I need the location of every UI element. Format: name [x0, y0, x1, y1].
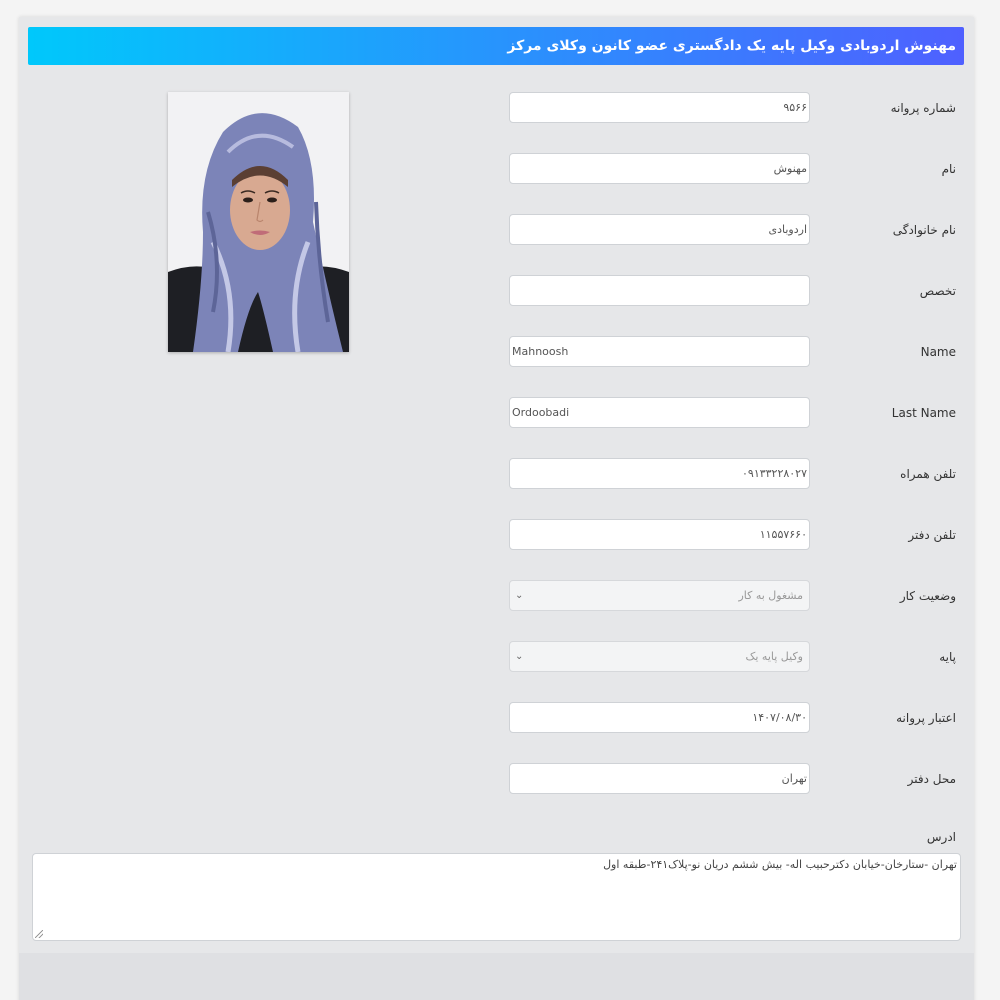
- last-name-en-field[interactable]: [509, 397, 810, 428]
- office-phone-field[interactable]: [509, 519, 810, 550]
- lawyer-profile-card: [19, 17, 974, 1000]
- row-specialty: [19, 275, 974, 307]
- row-first-name: [19, 153, 974, 185]
- address-text: تهران -ستارخان-خیابان دکترحبیب اله- بیش ششم دریان نو-پلاک۲۴۱-طبقه اول: [603, 858, 957, 871]
- last-name-en-label: Last Name: [891, 406, 956, 420]
- last-name-field[interactable]: [509, 214, 810, 245]
- row-office-phone: [19, 519, 974, 551]
- footer-strip: [19, 953, 974, 1000]
- license-validity-label: اعتبار پروانه: [896, 711, 956, 725]
- chevron-down-icon: ⌄: [515, 590, 524, 601]
- address-textarea[interactable]: [32, 853, 961, 941]
- name-en-label: Name: [920, 345, 956, 359]
- row-name-en: [19, 336, 974, 368]
- address-label: ادرس: [926, 830, 956, 844]
- license-number-label: شماره پروانه: [890, 101, 956, 115]
- office-phone-label: تلفن دفتر: [908, 528, 956, 542]
- grade-label: پایه: [939, 650, 956, 664]
- row-mobile: [19, 458, 974, 490]
- profile-title: مهنوش اردوبادی وکیل پایه یک دادگستری عضو کانون وکلای مرکز: [507, 38, 956, 54]
- grade-select[interactable]: [509, 641, 810, 672]
- grade-value: وکیل پایه یک: [745, 650, 803, 663]
- specialty-label: تخصص: [919, 284, 956, 298]
- work-status-label: وضعیت کار: [899, 589, 956, 603]
- license-validity-field[interactable]: [509, 702, 810, 733]
- profile-header: [28, 27, 964, 65]
- chevron-down-icon: ⌄: [515, 651, 524, 662]
- first-name-field[interactable]: [509, 153, 810, 184]
- row-office-location: [19, 763, 974, 795]
- specialty-field[interactable]: [509, 275, 810, 306]
- row-license-number: [19, 92, 974, 124]
- first-name-label: نام: [941, 162, 956, 176]
- mobile-field[interactable]: [509, 458, 810, 489]
- last-name-label: نام خانوادگی: [892, 223, 956, 237]
- name-en-field[interactable]: [509, 336, 810, 367]
- license-number-field[interactable]: [509, 92, 810, 123]
- row-license-validity: [19, 702, 974, 734]
- row-work-status: [19, 580, 974, 612]
- office-location-field[interactable]: [509, 763, 810, 794]
- resize-grip-icon[interactable]: [35, 930, 43, 938]
- work-status-value: مشغول به کار: [738, 589, 803, 602]
- work-status-select[interactable]: [509, 580, 810, 611]
- office-location-label: محل دفتر: [907, 772, 956, 786]
- mobile-label: تلفن همراه: [900, 467, 956, 481]
- row-last-name-en: [19, 397, 974, 429]
- row-last-name: [19, 214, 974, 246]
- row-grade: [19, 641, 974, 673]
